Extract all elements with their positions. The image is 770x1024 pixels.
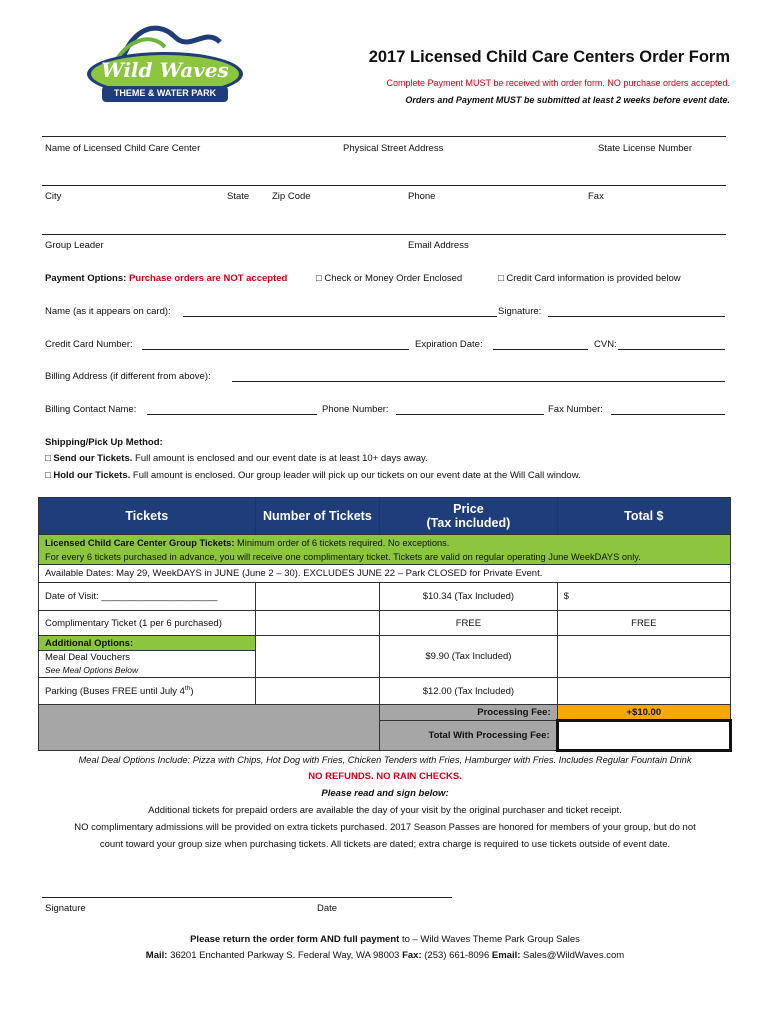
state-label: State: [227, 191, 250, 202]
check-option-checkbox[interactable]: □ Check or Money Order Enclosed: [316, 273, 463, 284]
email-label-footer: Email:: [491, 950, 521, 961]
center-name-label: Name of Licensed Child Care Center: [45, 143, 201, 154]
hold-tickets-label: □ Hold our Tickets.: [45, 470, 131, 481]
parking-text: Parking (Buses FREE until July 4: [45, 686, 185, 698]
phone-number-label: Phone Number:: [322, 404, 389, 415]
return-instructions: [40, 934, 730, 945]
hold-tickets-text: Full amount is enclosed. Our group leader will pick up our tickets on our event date at the Will Call window.: [130, 470, 581, 481]
center-name-line[interactable]: [42, 136, 726, 137]
group-info-text: Minimum order of 6 tickets required. No exceptions.: [234, 537, 450, 548]
order-table: [38, 497, 732, 752]
grand-total-label: Total With Processing Fee:: [380, 721, 557, 751]
fax-label: Fax: [588, 191, 604, 202]
group-info-line2: For every 6 tickets purchased in advance, you will receive one complimentary ticket. Tickets are valid on regular operating June WeekDAYS only.: [45, 551, 641, 562]
contact-info: [40, 950, 730, 961]
col-tickets: Tickets: [39, 498, 256, 535]
return-text: to – Wild Waves Theme Park Group Sales: [399, 934, 580, 945]
available-dates: Available Dates: May 29, WeekDAYS in JUNE (June 2 – 30). EXCLUDES JUNE 22 – Park CLOSED for Private Event.: [39, 565, 731, 583]
no-refunds-text: NO REFUNDS. NO RAIN CHECKS.: [308, 771, 462, 782]
street-label: Physical Street Address: [343, 143, 444, 154]
city-line[interactable]: [42, 185, 726, 186]
parking-total-cell[interactable]: [557, 678, 730, 705]
additional-options-label: Additional Options:: [39, 636, 256, 651]
signature-label: Signature: [45, 903, 86, 914]
payment-options-title: Payment Options:: [45, 273, 127, 284]
leader-label: Group Leader: [45, 240, 104, 251]
processing-blank: [39, 705, 380, 751]
cvn-field[interactable]: [618, 349, 725, 350]
table-row: [39, 678, 731, 705]
send-tickets-text: Full amount is enclosed and our event date is at least 10+ days away.: [132, 453, 428, 464]
fax-number-label: Fax Number:: [548, 404, 603, 415]
card-signature-label: Signature:: [498, 306, 542, 317]
return-bold: Please return the order form AND full payment: [190, 934, 400, 945]
phone-label: Phone: [408, 191, 436, 202]
comp-price: FREE: [380, 611, 557, 636]
phone-number-field[interactable]: [396, 414, 544, 415]
parking-label: [39, 678, 256, 705]
table-row: [39, 611, 731, 636]
meal-deal-title: Meal Deal Vouchers: [45, 652, 131, 663]
email-address[interactable]: Sales@WildWaves.com: [520, 950, 625, 961]
expiration-label: Expiration Date:: [415, 339, 483, 350]
read-sign-text: Please read and sign below:: [321, 788, 449, 799]
fax-number-field[interactable]: [611, 414, 725, 415]
comp-qty-cell[interactable]: [255, 611, 380, 636]
no-comp-text-2: count toward your group size when purchasing tickets. All tickets are dated; extra charge is required to use tickets outside of event date.: [99, 839, 671, 850]
fax-number-footer: (253) 661-8096: [421, 950, 492, 961]
meal-total-cell[interactable]: [557, 636, 730, 678]
meal-price: $9.90 (Tax Included): [380, 636, 557, 678]
card-number-field[interactable]: [142, 349, 409, 350]
grand-total-field[interactable]: [557, 721, 730, 751]
license-label: State License Number: [598, 143, 692, 154]
card-option-checkbox[interactable]: □ Credit Card information is provided below: [498, 273, 681, 284]
col-price-line2: (Tax included): [426, 516, 511, 530]
meal-qty-cell[interactable]: [255, 636, 380, 678]
parking-sup: th: [184, 684, 191, 692]
group-info-row: [39, 535, 731, 565]
cvn-label: CVN:: [594, 339, 617, 350]
meal-options-text: Meal Deal Options Include: Pizza with Chips, Hot Dog with Fries, Chicken Tenders with Fries, Hamburger with Fries. Includes Regular Fountain Drink: [78, 755, 692, 765]
send-tickets-option[interactable]: [45, 453, 428, 464]
col-number: Number of Tickets: [255, 498, 380, 535]
logo: [80, 12, 250, 112]
additional-tickets-text: Additional tickets for prepaid orders are available the day of your visit by the original purchaser and ticket receipt.: [148, 805, 622, 816]
expiration-field[interactable]: [493, 349, 588, 350]
col-total: Total $: [557, 498, 730, 535]
mail-label: Mail:: [145, 950, 168, 961]
col-price-line1: Price: [453, 502, 484, 516]
city-label: City: [45, 191, 62, 202]
payment-notice: Complete Payment MUST be received with order form. NO purchase orders accepted.: [386, 78, 730, 88]
po-not-accepted: Purchase orders are NOT accepted: [128, 273, 288, 284]
name-on-card-field[interactable]: [183, 316, 497, 317]
shipping-title: Shipping/Pick Up Method:: [45, 437, 163, 448]
mail-address: 36201 Enchanted Parkway S. Federal Way, WA 98003: [167, 950, 403, 961]
billing-contact-label: Billing Contact Name:: [45, 404, 137, 415]
comp-total: FREE: [557, 611, 730, 636]
no-comp-text-1: NO complimentary admissions will be provided on extra tickets purchased. 2017 Season Passes are honored for members of your group, but do not: [74, 822, 696, 833]
fax-label-footer: Fax:: [402, 950, 422, 961]
payment-options-label: [45, 273, 287, 284]
name-on-card-label: Name (as it appears on card):: [45, 306, 171, 317]
col-price: [380, 498, 557, 535]
meal-deal-note: See Meal Options Below: [45, 665, 139, 675]
processing-fee-label: Processing Fee:: [380, 705, 557, 721]
billing-contact-field[interactable]: [147, 414, 317, 415]
leader-line[interactable]: [42, 234, 726, 235]
email-label: Email Address: [408, 240, 469, 251]
comp-ticket-label: Complimentary Ticket (1 per 6 purchased): [39, 611, 256, 636]
date-of-visit-field[interactable]: Date of Visit: ______________________: [39, 583, 256, 611]
send-tickets-label: □ Send our Tickets.: [45, 453, 133, 464]
page-title: 2017 Licensed Child Care Centers Order Form: [368, 48, 730, 66]
table-row: [39, 583, 731, 611]
date-label: Date: [317, 903, 338, 914]
card-signature-field[interactable]: [548, 316, 725, 317]
group-info-title: Licensed Child Care Center Group Tickets:: [45, 537, 235, 548]
visit-price: $10.34 (Tax Included): [380, 583, 557, 611]
billing-address-field[interactable]: [232, 381, 725, 382]
meal-deal-label: [39, 651, 256, 678]
signature-line[interactable]: [42, 897, 452, 898]
deadline-notice: Orders and Payment MUST be submitted at least 2 weeks before event date.: [405, 95, 730, 105]
parking-price: $12.00 (Tax Included): [380, 678, 557, 705]
zip-label: Zip Code: [272, 191, 311, 202]
logo-tagline: THEME & WATER PARK: [113, 88, 217, 98]
parking-end: ): [190, 686, 194, 698]
logo-wordmark: Wild Waves: [101, 58, 229, 82]
visit-total-cell[interactable]: $: [557, 583, 730, 611]
visit-qty-cell[interactable]: [255, 583, 380, 611]
processing-fee-value: +$10.00: [557, 705, 730, 721]
hold-tickets-option[interactable]: [45, 470, 581, 481]
billing-address-label: Billing Address (if different from above):: [45, 371, 211, 382]
parking-qty-cell[interactable]: [255, 678, 380, 705]
card-number-label: Credit Card Number:: [45, 339, 133, 350]
